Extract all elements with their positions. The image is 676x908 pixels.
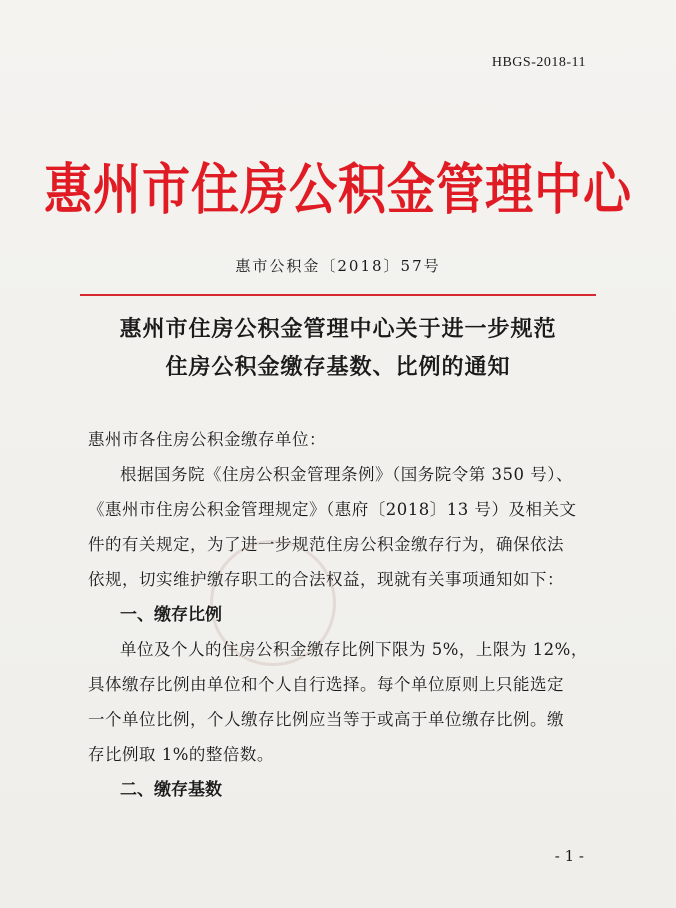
document-title-line-1: 惠州市住房公积金管理中心关于进一步规范 bbox=[119, 316, 557, 342]
section-heading-ratio: 一、缴存比例 bbox=[120, 605, 222, 625]
masthead-title: 惠州市住房公积金管理中心 bbox=[43, 157, 632, 223]
page-number: - 1 - bbox=[554, 847, 584, 865]
intro-line: 件的有关规定，为了进一步规范住房公积金缴存行为，确保依法 bbox=[88, 535, 564, 554]
section-heading-base: 二、缴存基数 bbox=[120, 780, 222, 800]
section-line: 存比例取 1%的整倍数。 bbox=[88, 745, 274, 764]
red-rule-divider bbox=[80, 294, 596, 296]
section-line: 具体缴存比例由单位和个人自行选择。每个单位原则上只能选定 bbox=[88, 675, 564, 694]
document-title-line-2: 住房公积金缴存基数、比例的通知 bbox=[165, 354, 511, 380]
intro-line: 根据国务院《住房公积金管理条例》（国务院令第 350 号）、 bbox=[120, 465, 573, 484]
salutation: 惠州市各住房公积金缴存单位： bbox=[88, 430, 326, 449]
intro-line: 依规，切实维护缴存职工的合法权益，现就有关事项通知如下： bbox=[88, 570, 564, 589]
section-line: 一个单位比例，个人缴存比例应当等于或高于单位缴存比例。缴 bbox=[88, 710, 564, 729]
document-number: 惠市公积金〔2018〕57号 bbox=[235, 257, 441, 275]
document-code: HBGS-2018-11 bbox=[491, 55, 586, 70]
intro-line: 《惠州市住房公积金管理规定》（惠府〔2018〕13 号）及相关文 bbox=[88, 500, 577, 519]
section-line: 单位及个人的住房公积金缴存比例下限为 5%，上限为 12%， bbox=[120, 640, 588, 659]
